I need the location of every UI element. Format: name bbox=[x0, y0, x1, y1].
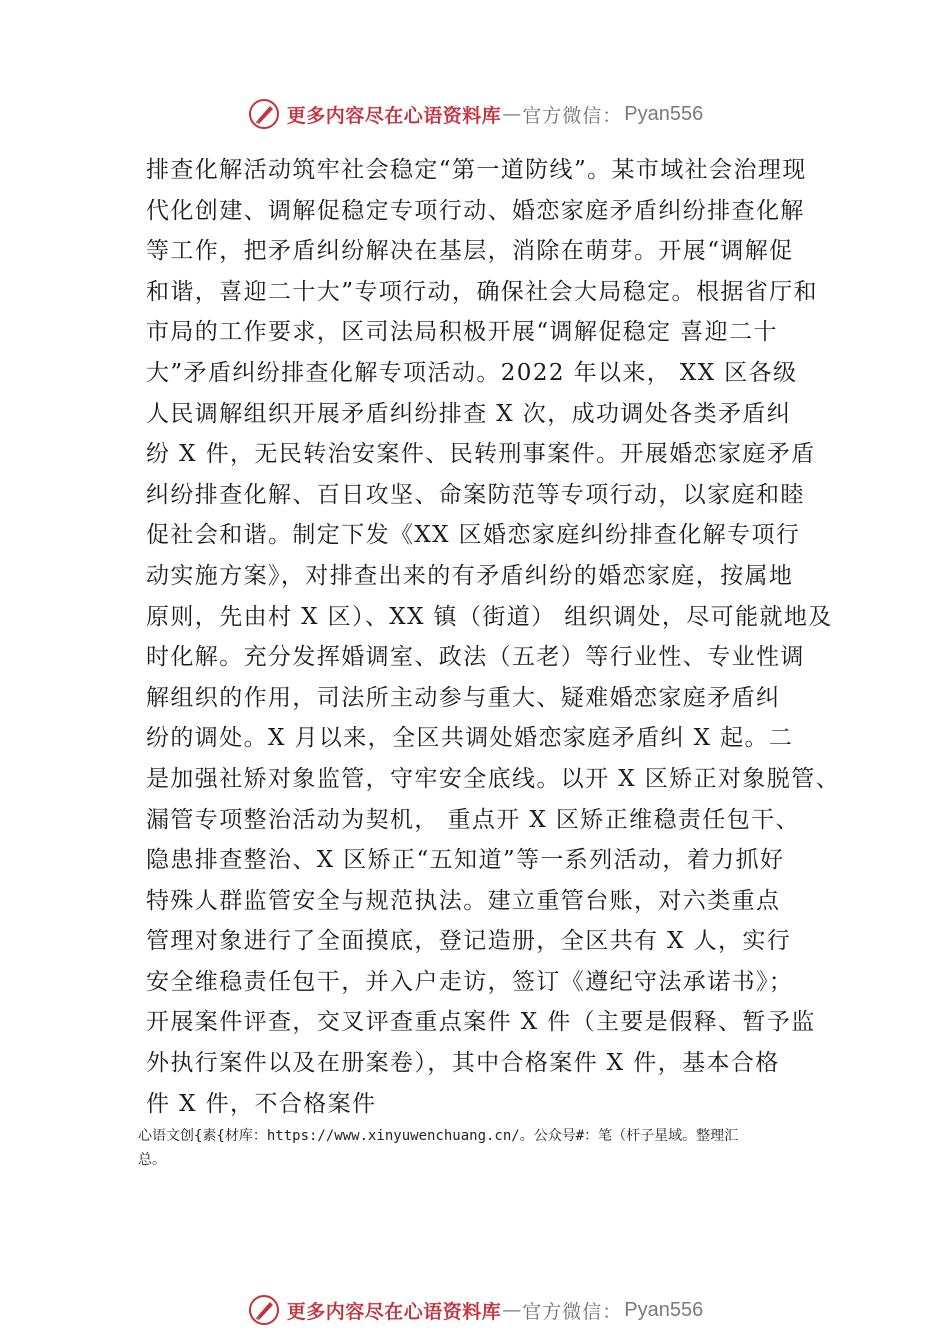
body-line: 原则，先由村 X 区）、XX 镇（街道） 组织调处，尽可能就地及 bbox=[146, 603, 833, 630]
banner-handle: Pyan556 bbox=[624, 102, 704, 125]
body-line: 纷 X 件，无民转治安案件、民转刑事案件。开展婚恋家庭矛盾 bbox=[146, 441, 816, 468]
body-line: 漏管专项整治活动为契机， 重点开 X 区矫正维稳责任包干、 bbox=[146, 806, 800, 833]
banner-handle: Pyan556 bbox=[624, 1298, 704, 1321]
body-line: 纠纷排查化解、百日攻坚、命案防范等专项行动，以家庭和睦 bbox=[146, 481, 805, 508]
body-line: 纷的调处。X 月以来，全区共调处婚恋家庭矛盾纠 X 起。二 bbox=[146, 725, 794, 752]
body-line: 件 X 件，不合格案件 bbox=[146, 1090, 377, 1117]
banner-brand: 更多内容尽在心语资料库 bbox=[286, 104, 502, 127]
body-line: 动实施方案》，对排查出来的有矛盾纠纷的婚恋家庭，按属地 bbox=[146, 562, 794, 589]
banner-label: 官方微信： bbox=[522, 104, 623, 127]
header-watermark-banner bbox=[0, 94, 950, 134]
banner-dash: — bbox=[502, 1299, 522, 1321]
body-line: 是加强社矫对象监管，守牢安全底线。以开 X 区矫正对象脱管、 bbox=[146, 765, 840, 792]
body-line: 特殊人群监管安全与规范执法。建立重管台账，对六类重点 bbox=[146, 887, 781, 914]
body-line: 大”矛盾纠纷排查化解专项活动。2022 年以来， XX 区各级 bbox=[146, 359, 798, 386]
body-line: 隐患排查整治、X 区矫正“五知道”等一系列活动，着力抓好 bbox=[146, 847, 785, 874]
pen-circle-logo-icon bbox=[247, 97, 281, 131]
footnote-line-1: 心语文创{素{材库：https://www.xinyuwenchuang.cn/。公众号#：笔（杆子星域。整理汇 bbox=[138, 1128, 739, 1144]
document-body bbox=[146, 150, 846, 1124]
pen-circle-logo-icon bbox=[247, 1293, 281, 1327]
footer-watermark-banner bbox=[0, 1290, 950, 1330]
footnote-line-2: 总。 bbox=[138, 1152, 166, 1168]
banner-label: 官方微信： bbox=[522, 1300, 623, 1323]
body-line: 开展案件评查，交叉评查重点案件 X 件（主要是假释、暂予监 bbox=[146, 1009, 816, 1036]
body-line: 解组织的作用，司法所主动参与重大、疑难婚恋家庭矛盾纠 bbox=[146, 684, 781, 711]
body-line: 人民调解组织开展矛盾纠纷排查 X 次，成功调处各类矛盾纠 bbox=[146, 400, 792, 427]
body-line: 促社会和谐。制定下发《XX 区婚恋家庭纠纷排查化解专项行 bbox=[146, 522, 801, 549]
body-line: 和谐，喜迎二十大”专项行动，确保社会大局稳定。根据省厅和 bbox=[146, 278, 818, 305]
body-line: 管理对象进行了全面摸底，登记造册，全区共有 X 人，实行 bbox=[146, 928, 792, 955]
body-line: 安全维稳责任包干，并入户走访，签订《遵纪守法承诺书》； bbox=[146, 968, 794, 995]
body-line: 市局的工作要求，区司法局积极开展“调解促稳定 喜迎二十 bbox=[146, 319, 778, 346]
body-line: 排查化解活动筑牢社会稳定“第一道防线”。某市域社会治理现 bbox=[146, 157, 807, 183]
body-line: 外执行案件以及在册案卷），其中合格案件 X 件，基本合格 bbox=[146, 1050, 780, 1077]
body-line: 时化解。充分发挥婚调室、政法（五老）等行业性、专业性调 bbox=[146, 644, 805, 671]
body-line: 代化创建、调解促稳定专项行动、婚恋家庭矛盾纠纷排查化解 bbox=[146, 197, 805, 224]
source-footnote bbox=[138, 1124, 838, 1172]
banner-brand: 更多内容尽在心语资料库 bbox=[286, 1300, 502, 1323]
body-line: 等工作，把矛盾纠纷解决在基层，消除在萌芽。开展“调解促 bbox=[146, 238, 794, 265]
banner-dash: — bbox=[502, 103, 522, 125]
